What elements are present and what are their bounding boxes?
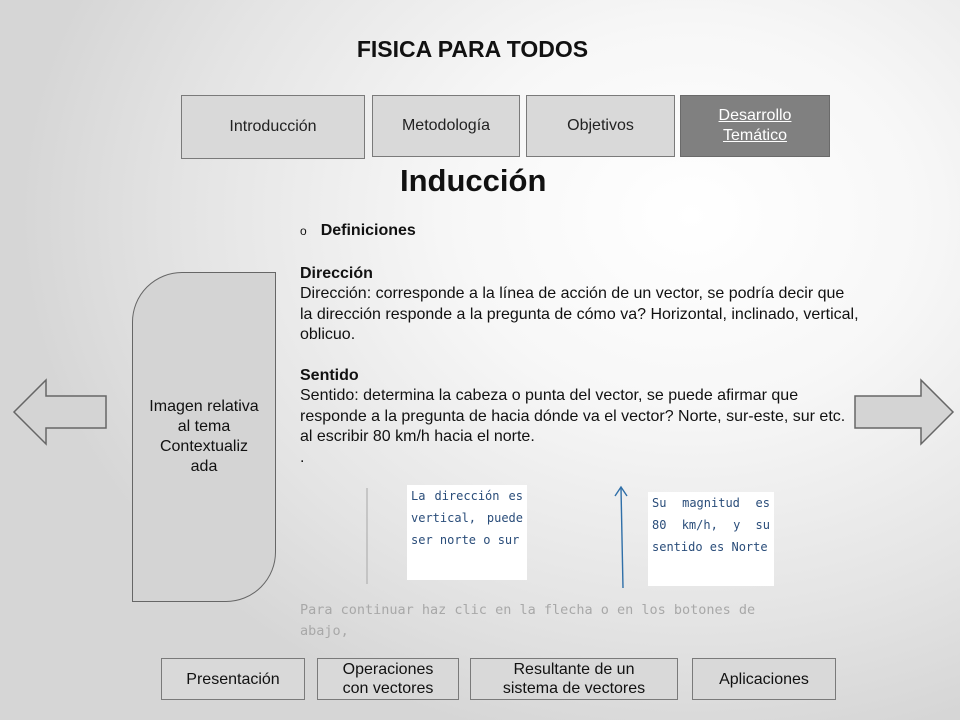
up-arrow-icon (610, 484, 634, 590)
tab-objetivos[interactable]: Objetivos (526, 95, 675, 157)
right-arrow-icon[interactable] (853, 378, 955, 446)
resultante-button[interactable] (470, 658, 678, 700)
aplicaciones-button[interactable]: Aplicaciones (692, 658, 836, 700)
sentido-heading: Sentido (300, 366, 359, 384)
continue-instructions: Para continuar haz clic en la flecha o en los botones de abajo, (300, 602, 756, 639)
definitions-bullet (300, 221, 860, 242)
magnitude-note: Su magnitud es 80 km/h, y su sentido es Norte (648, 492, 774, 586)
tab-introduccion[interactable]: Introducción (181, 95, 365, 159)
bullet-marker: o (300, 224, 307, 238)
context-image-placeholder (132, 272, 276, 602)
sentido-text: Sentido: determina la cabeza o punta del vector, se puede afirmar que responde a la pregunta de hacia dónde va el vector? Norte, sur-este, sur etc. al escribir 80 km/h hacia el norte. (300, 387, 846, 445)
context-image-label: Imagen relativa al tema Contextualiz ada (149, 398, 259, 475)
left-arrow-icon[interactable] (12, 378, 108, 446)
resultante-label: Resultante de un sistema de vectores (502, 661, 646, 697)
tab-metodologia[interactable]: Metodología (372, 95, 520, 157)
direccion-heading: Dirección (300, 264, 373, 282)
presentacion-button[interactable]: Presentación (161, 658, 305, 700)
tab-desarrollo-label: Desarrollo Temático (718, 107, 792, 144)
section-heading: Inducción (400, 163, 547, 198)
trailing-dot: . (300, 448, 305, 466)
operaciones-button[interactable] (317, 658, 459, 700)
direccion-text: Dirección: corresponde a la línea de acción de un vector, se podría decir que la dirección responde a la pregunta de cómo va? Horizontal, inclinado, vertical, oblicuo. (300, 285, 859, 343)
definitions-label: Definiciones (320, 222, 416, 239)
tab-desarrollo-tematico[interactable] (680, 95, 830, 157)
direction-note: La dirección es vertical, puede ser norte o sur (407, 485, 527, 580)
page-title: FISICA PARA TODOS (356, 36, 589, 62)
operaciones-label: Operaciones con vectores (342, 661, 434, 697)
vertical-line (360, 486, 380, 586)
content-body (300, 221, 860, 468)
